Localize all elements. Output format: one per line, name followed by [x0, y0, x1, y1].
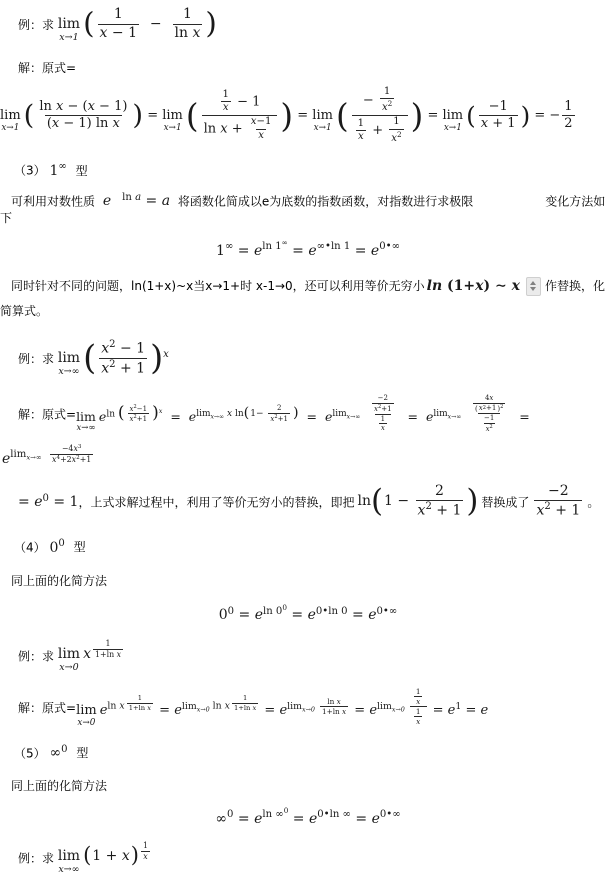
conclusion2-result: = e0 = 1 [18, 492, 79, 511]
equivalence-paragraph [0, 274, 616, 324]
section3-suffix: 型 [75, 163, 88, 178]
section4-method-line [11, 572, 616, 589]
conclusion2-line [18, 483, 616, 521]
section4-suffix: 型 [73, 540, 86, 555]
solution2-formula-part1: lim x→∞ eln ( x2−1 x2+1 ) x = elim$_{x\to\infty}$ x ln ( 1− $\frac{2}{x2+1}$ ) = elim$_{x\to\infty}$ $\frac{\frac{-2}{x2+1}}{\frac{1}{x}}$ = elim$_{x\to\infty}$ 4x ( x 2 +1 ) 2 $\frac{-1}{x2}$ = [76, 393, 530, 434]
intro-text-1: 可利用对数性质 [11, 194, 96, 209]
conclusion2-frac-formula: $\frac{-2}{x2 + 1}$ [536, 482, 581, 519]
conclusion2-text-3: 。 [587, 494, 600, 509]
solution1-label-line [18, 59, 616, 76]
section5-method-line [11, 777, 616, 794]
example4-formula: lim x→∞ ( 1 + x ) $\frac{1}{x}$ [57, 840, 148, 875]
section4-type-formula: 00 [49, 538, 65, 556]
solution2-label: 解：原式= [18, 407, 77, 422]
example1-formula: lim x→1 ( 1 x − 1 − $\frac{1}{\text{ln x}}$ ) [57, 6, 217, 43]
stepper-down-arrow-icon[interactable] [530, 287, 536, 291]
identity4-formula-line [0, 603, 616, 624]
solution3-line [18, 687, 616, 728]
section4-heading [14, 538, 616, 556]
section5-type-formula: ∞0 [49, 743, 68, 762]
example3-label: 例：求 [18, 649, 55, 664]
section5-number: （5） [14, 746, 46, 761]
conclusion2-text-1: ，上式求解过程中，利用了等价无穷小的替换，即把 [78, 494, 355, 509]
example2-line [18, 339, 616, 378]
example3-formula: lim x→0 x $\frac{1}{\text{1+ln x}}$ [57, 639, 122, 673]
document-body [0, 6, 616, 875]
solution2-line [18, 394, 616, 434]
section3-type-formula: 1∞ [49, 161, 67, 179]
equivalence-formula: ln (1+x) ∼ x [426, 277, 520, 294]
example2-label: 例：求 [18, 351, 55, 366]
conclusion2-text-2: 替换成了 [481, 494, 530, 509]
identity5-formula-line [0, 806, 616, 827]
section5-method-text: 同上面的化简方法 [11, 779, 108, 794]
example2-formula: lim x→∞ ( x2 − 1 x2 + 1 ) x [57, 338, 169, 378]
solution1-label: 解：原式= [18, 60, 77, 75]
intro-text-3: 变化方法如下 [0, 194, 606, 226]
section5-suffix: 型 [76, 746, 89, 761]
identity3-formula: 1∞ = eln 1∞ = e∞•ln 1 = e0•∞ [216, 238, 400, 259]
section3-heading [14, 161, 616, 179]
solution1-formula: lim x→1 ( ln x − (x − 1) (x − 1) ln x ) = lim x→1 ( $\frac{1}{x}$ − 1 ln x + $\frac{x-1}{x}$ ) = lim x→1 ( − $\frac{1}{x2}$ $\frac{1}{x}$ + $\frac{1}{x2}$ ) = lim x→1 ( −1 x + 1 ) = − $\frac{1}{2}$ [0, 85, 573, 144]
section5-heading [14, 744, 616, 762]
identity5-formula: ∞0 = eln ∞0 = e0•ln ∞ = e0•∞ [215, 806, 401, 827]
section4-number: （4） [14, 540, 46, 555]
spin-stepper-icon[interactable] [526, 277, 541, 296]
solution3-formula: lim x→0 eln x $\frac{1}{\text{1+ln x}}$ = elim$_{x\to 0}$ ln x $\frac{1}{\text{1+ln x}}$ = elim$_{x\to 0}$ $\frac{\text{ln x}}{\text{1+ln x}}$ = elim$_{x\to 0}$ $\frac{\frac{1}{x}}{\frac{1}{x}}$ = e1 = e [76, 686, 489, 728]
solution2-continuation-line [2, 444, 616, 467]
intro-text-2: 将函数化简成以e为底数的指数函数，对指数进行求极限 [177, 194, 474, 209]
identity3-formula-line [0, 238, 616, 259]
example4-line [18, 841, 616, 875]
section3-number: （3） [14, 163, 46, 178]
log-property-formula: e ln a = a [102, 191, 171, 210]
equivalence-text-1: 同时针对不同的问题，ln(1+x)~x当x→1+时 x-1→0，还可以利用等价无穷小 [11, 278, 425, 293]
example1-line [18, 6, 616, 43]
section3-intro-paragraph [0, 192, 616, 227]
identity4-formula: 00 = eln 00 = e0•ln 0 = e0•∞ [218, 602, 398, 624]
example1-label: 例：求 [18, 17, 55, 32]
example3-line [18, 639, 616, 673]
example4-label: 例：求 [18, 851, 55, 866]
section4-method-text: 同上面的化简方法 [11, 573, 108, 588]
solution3-label: 解：原式= [18, 700, 77, 715]
solution2-formula-part2: elim$_{x\to\infty}$ $\frac{-4x3}{x4+2x2+1}$ [2, 443, 92, 467]
conclusion2-ln-formula: ln ( 1 − $\frac{2}{x2 + 1}$ ) [357, 482, 479, 519]
solution1-formula-line [0, 86, 616, 146]
stepper-up-arrow-icon[interactable] [530, 281, 536, 285]
equivalence-text-2: 作替换，化简算式。 [0, 278, 605, 318]
